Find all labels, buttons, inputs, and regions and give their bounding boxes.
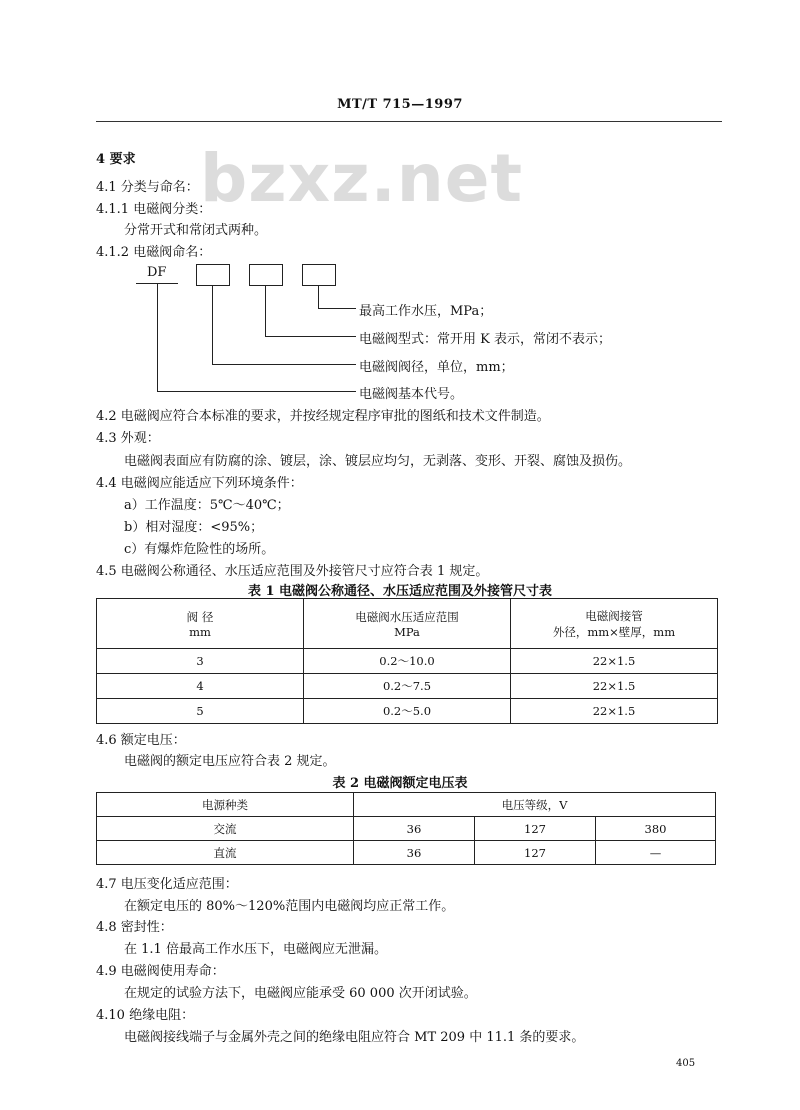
table2-cell: 直流 xyxy=(97,841,354,865)
naming-box-pressure xyxy=(302,264,336,286)
table1-cell: 22×1.5 xyxy=(511,674,718,699)
table-row xyxy=(97,674,718,699)
naming-label-type: 电磁阀型式：常开用 K 表示，常闭不表示； xyxy=(359,332,611,347)
clause-4-1-1-body: 分常开式和常闭式两种。 xyxy=(124,223,268,238)
table2-header-row xyxy=(97,793,716,817)
table-row xyxy=(97,841,716,865)
table1-header-cell xyxy=(304,599,511,649)
watermark: bzxz.net xyxy=(200,140,524,217)
naming-box-diameter xyxy=(196,264,230,286)
table1-cell: 22×1.5 xyxy=(511,649,718,674)
table1 xyxy=(96,598,718,724)
table-row xyxy=(97,817,716,841)
naming-label-code: 电磁阀基本代号。 xyxy=(359,387,464,402)
table1-h1-l1: 电磁阀水压适应范围 xyxy=(355,609,459,624)
table1-h1-l2: MPa xyxy=(394,624,420,639)
clause-4-4-b: b）相对湿度：<95%； xyxy=(124,520,264,535)
connector-prefix-v xyxy=(157,284,158,392)
table2-caption: 表 2 电磁阀额定电压表 xyxy=(332,776,468,791)
clause-4-9: 4.9 电磁阀使用寿命： xyxy=(96,964,225,979)
table1-caption: 表 1 电磁阀公称通径、水压适应范围及外接管尺寸表 xyxy=(247,584,553,599)
naming-label-diameter: 电磁阀阀径，单位，mm； xyxy=(359,360,514,375)
table1-cell: 3 xyxy=(97,649,304,674)
connector-prefix-h xyxy=(157,391,356,392)
clause-4-10: 4.10 绝缘电阻： xyxy=(96,1008,195,1023)
table1-cell: 4 xyxy=(97,674,304,699)
table2 xyxy=(96,792,716,865)
connector-diameter-v xyxy=(212,285,213,365)
clause-4-6-body: 电磁阀的额定电压应符合表 2 规定。 xyxy=(124,754,336,769)
table2-cell: 36 xyxy=(354,817,475,841)
naming-label-pressure: 最高工作水压，MPa； xyxy=(359,304,493,319)
clause-4-4-c: c）有爆炸危险性的场所。 xyxy=(124,542,275,557)
page-header: MT/T 715—1997 xyxy=(337,97,463,112)
table-row xyxy=(97,699,718,724)
clause-4-9-body: 在规定的试验方法下，电磁阀应能承受 60 000 次开闭试验。 xyxy=(124,986,477,1001)
page-number: 405 xyxy=(676,1058,696,1069)
table1-header-cell xyxy=(511,599,718,649)
header-rule xyxy=(96,121,722,122)
table2-cell: 127 xyxy=(475,817,596,841)
table1-h2-l1: 电磁阀接管 xyxy=(585,608,643,623)
clause-4-5: 4.5 电磁阀公称通径、水压适应范围及外接管尺寸应符合表 1 规定。 xyxy=(96,564,489,579)
table2-cell: 36 xyxy=(354,841,475,865)
clause-4-7: 4.7 电压变化适应范围： xyxy=(96,877,238,892)
connector-type-v xyxy=(265,285,266,337)
clause-4-1: 4.1 分类与命名： xyxy=(96,180,199,195)
clause-4-1-1: 4.1.1 电磁阀分类： xyxy=(96,202,212,217)
table2-header-cell: 电压等级，V xyxy=(354,793,716,817)
clause-4-8-body: 在 1.1 倍最高工作水压下，电磁阀应无泄漏。 xyxy=(124,942,387,957)
table1-h2-l2: 外径，mm×壁厚，mm xyxy=(552,624,676,639)
clause-4-3-body: 电磁阀表面应有防腐的涂、镀层，涂、镀层应均匀，无剥落、变形、开裂、腐蚀及损伤。 xyxy=(124,454,632,469)
naming-prefix: DF xyxy=(147,265,167,280)
table1-h0-l1: 阀 径 xyxy=(186,609,214,624)
connector-pressure-v xyxy=(318,285,319,309)
clause-4-4-a: a）工作温度：5℃～40℃； xyxy=(124,498,290,513)
table1-cell: 0.2～7.5 xyxy=(304,674,511,699)
clause-4-8: 4.8 密封性： xyxy=(96,920,173,935)
connector-diameter-h xyxy=(212,364,356,365)
table1-header-row xyxy=(97,599,718,649)
clause-4-6: 4.6 额定电压： xyxy=(96,733,186,748)
table-row xyxy=(97,649,718,674)
table1-cell: 22×1.5 xyxy=(511,699,718,724)
table1-h0-l2: mm xyxy=(189,624,211,639)
clause-4-4: 4.4 电磁阀应能适应下列环境条件： xyxy=(96,476,303,491)
table2-cell: 380 xyxy=(596,817,716,841)
table1-header-cell xyxy=(97,599,304,649)
table1-cell: 0.2～5.0 xyxy=(304,699,511,724)
connector-type-h xyxy=(265,336,356,337)
clause-4-10-body: 电磁阀接线端子与金属外壳之间的绝缘电阻应符合 MT 209 中 11.1 条的要求。 xyxy=(124,1030,585,1045)
table2-header-cell: 电源种类 xyxy=(97,793,354,817)
table2-cell: 交流 xyxy=(97,817,354,841)
section-4-title: 4 要求 xyxy=(96,152,136,167)
table2-cell: 127 xyxy=(475,841,596,865)
table1-cell: 0.2～10.0 xyxy=(304,649,511,674)
table2-cell: — xyxy=(596,841,716,865)
naming-box-type xyxy=(249,264,283,286)
clause-4-2: 4.2 电磁阀应符合本标准的要求，并按经规定程序审批的图纸和技术文件制造。 xyxy=(96,409,550,424)
connector-pressure-h xyxy=(318,308,356,309)
table1-cell: 5 xyxy=(97,699,304,724)
clause-4-1-2: 4.1.2 电磁阀命名： xyxy=(96,245,212,260)
clause-4-7-body: 在额定电压的 80%～120%范围内电磁阀均应正常工作。 xyxy=(124,899,455,914)
clause-4-3: 4.3 外观： xyxy=(96,431,160,446)
